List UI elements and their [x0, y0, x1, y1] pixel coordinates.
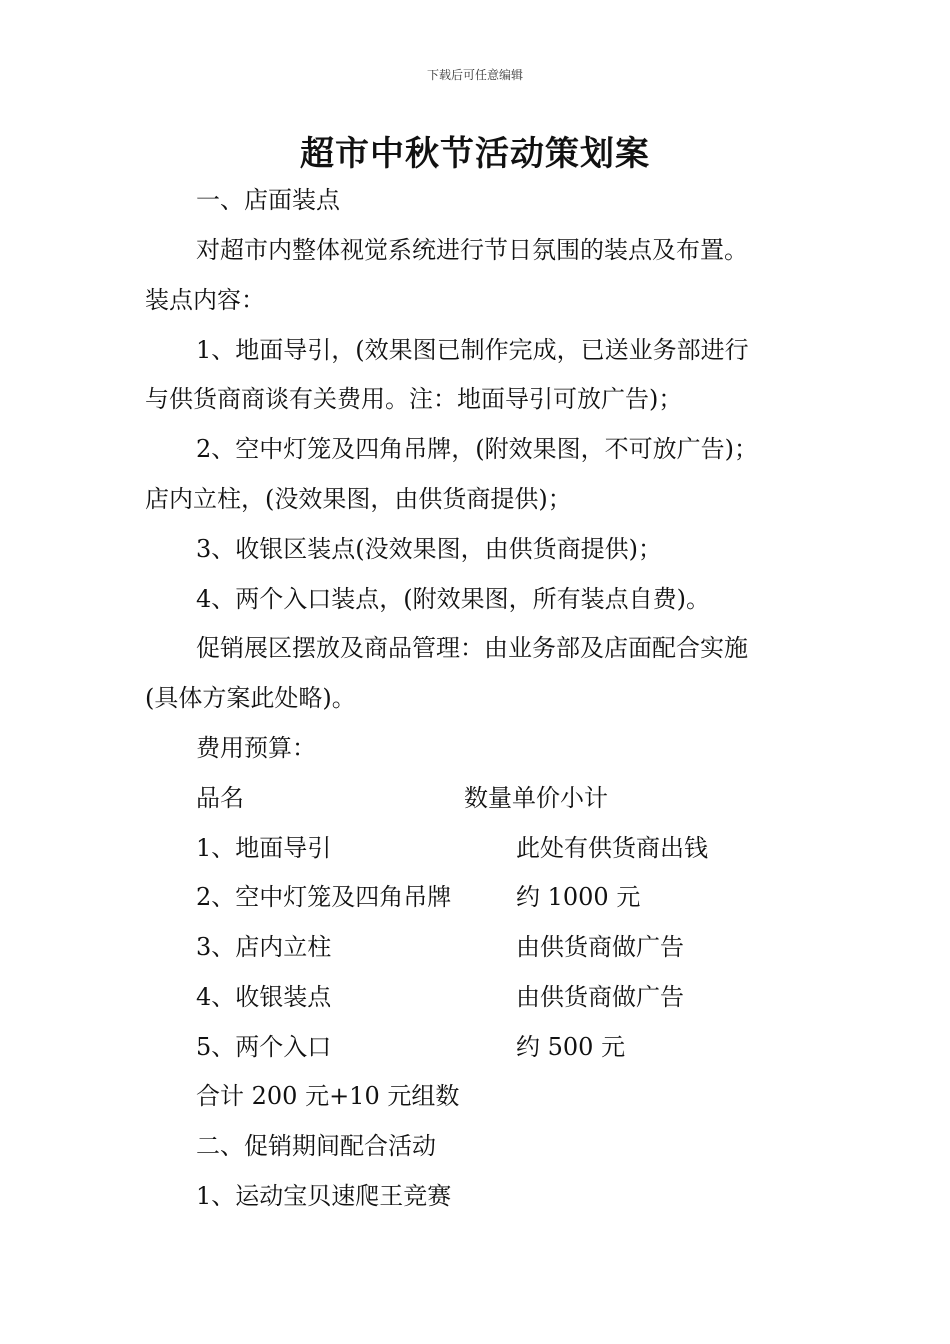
- section2-item-1: 1、运动宝贝速爬王竞赛: [196, 1182, 452, 1210]
- section2-heading: 二、促销期间配合活动: [196, 1132, 436, 1160]
- budget-row-value: 此处有供货商出钱: [516, 834, 708, 862]
- budget-header-columns: 数量单价小计: [464, 784, 608, 812]
- budget-row-name: 1、地面导引: [196, 834, 332, 862]
- promo-management: 促销展区摆放及商品管理：由业务部及店面配合实施: [196, 634, 748, 662]
- budget-row-name: 2、空中灯笼及四角吊牌: [196, 883, 452, 911]
- budget-row-value: 由供货商做广告: [516, 933, 684, 961]
- budget-row-name: 5、两个入口: [196, 1033, 332, 1061]
- budget-label: 费用预算：: [196, 734, 316, 762]
- budget-row-name: 3、店内立柱: [196, 933, 332, 961]
- budget-total: 合计 200 元+10 元组数: [196, 1082, 460, 1110]
- budget-row-value: 由供货商做广告: [516, 983, 684, 1011]
- decoration-item-1-continued: 与供货商商谈有关费用。注：地面导引可放广告)；: [145, 385, 683, 413]
- decoration-item-1: 1、地面导引，(效果图已制作完成，已送业务部进行: [196, 336, 749, 364]
- section1-heading: 一、店面装点: [196, 186, 340, 214]
- decoration-item-3: 3、收银区装点(没效果图，由供货商提供)；: [196, 535, 662, 563]
- budget-row-value: 约 1000 元: [516, 883, 641, 911]
- header-note: 下载后可任意编辑: [426, 68, 523, 82]
- decoration-item-4: 4、两个入口装点，(附效果图，所有装点自费)。: [196, 585, 710, 613]
- section1-intro-continued: 装点内容：: [145, 286, 265, 314]
- section1-intro: 对超市内整体视觉系统进行节日氛围的装点及布置。: [196, 236, 748, 264]
- decoration-item-2: 2、空中灯笼及四角吊牌，(附效果图，不可放广告)；: [196, 435, 758, 463]
- budget-row-name: 4、收银装点: [196, 983, 332, 1011]
- page-title: 超市中秋节活动策划案: [300, 134, 650, 174]
- budget-header-name: 品名: [196, 784, 244, 812]
- decoration-item-2-continued: 店内立柱，(没效果图，由供货商提供)；: [145, 485, 572, 513]
- promo-management-continued: (具体方案此处略)。: [145, 684, 356, 712]
- budget-row-value: 约 500 元: [516, 1033, 626, 1061]
